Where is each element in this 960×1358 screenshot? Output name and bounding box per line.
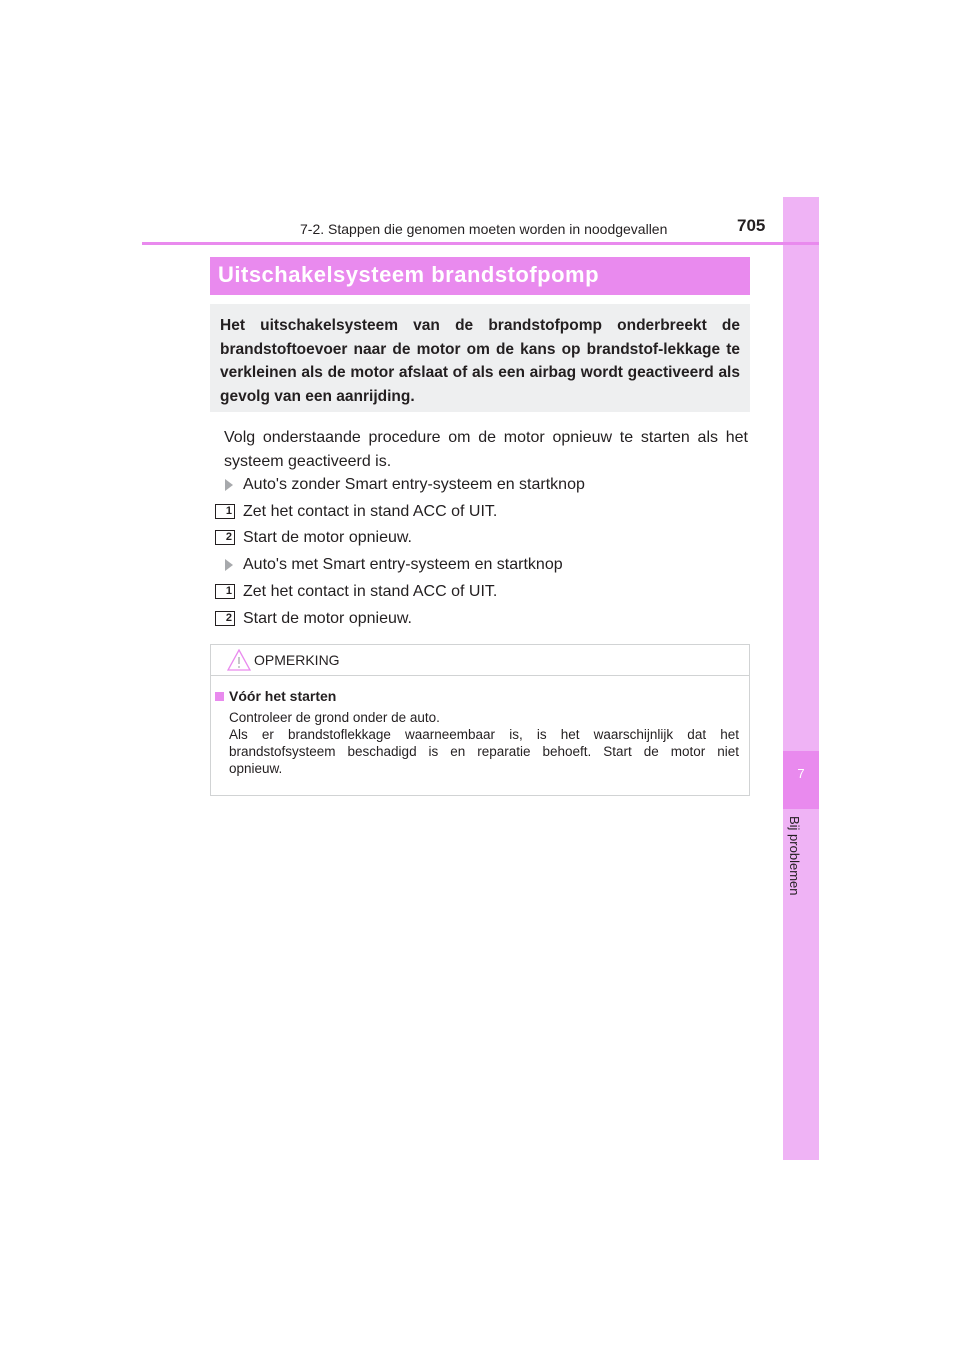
chapter-label: Bij problemen bbox=[787, 816, 802, 896]
variant-label: Auto's met Smart entry-systeem en startknop bbox=[243, 556, 563, 573]
variant-label: Auto's zonder Smart entry-systeem en startknop bbox=[243, 476, 585, 493]
step-text: Zet het contact in stand ACC of UIT. bbox=[243, 503, 498, 520]
notice-subheading bbox=[215, 688, 336, 704]
intro-box: Het uitschakelsysteem van de brandstofpomp onderbreekt de brandstoftoevoer naar de motor om de kans op brandstof-lekkage te verkleinen als de motor afslaat of als een airbag wordt geactiveerd als gevolg van een aanrijding. bbox=[210, 304, 750, 412]
step-number-badge: 1 bbox=[215, 584, 235, 599]
notice-line: opnieuw. bbox=[229, 761, 283, 776]
page-number: 705 bbox=[737, 216, 766, 235]
step-number-badge: 2 bbox=[215, 530, 235, 545]
notice-line: Als er brandstoflekkage waarneembaar is, is het waarschijnlijk dat het bbox=[229, 727, 739, 742]
notice-title: OPMERKING bbox=[254, 652, 340, 668]
step-number-badge: 1 bbox=[215, 504, 235, 519]
square-bullet-icon bbox=[215, 692, 224, 701]
notice-line: brandstofsysteem beschadigd is en reparatie behoeft. Start de motor niet bbox=[229, 744, 739, 759]
warning-triangle-icon bbox=[227, 649, 251, 671]
chapter-side-tab bbox=[783, 197, 819, 1160]
notice-header bbox=[211, 645, 749, 676]
chapter-number: 7 bbox=[797, 766, 805, 781]
notice-line: Controleer de grond onder de auto. bbox=[229, 710, 440, 725]
notice-subheading-text: Vóór het starten bbox=[229, 688, 337, 704]
step-text: Start de motor opnieuw. bbox=[243, 529, 412, 546]
triangle-bullet-icon bbox=[225, 559, 233, 571]
section-heading: Uitschakelsysteem brandstofpomp bbox=[210, 257, 750, 295]
running-header: 7-2. Stappen die genomen moeten worden in noodgevallen bbox=[300, 221, 668, 237]
variant-heading bbox=[225, 556, 563, 574]
notice-body bbox=[229, 709, 739, 777]
header-rule bbox=[142, 242, 819, 245]
step-text: Zet het contact in stand ACC of UIT. bbox=[243, 583, 498, 600]
variant-heading bbox=[225, 476, 585, 494]
notice-box bbox=[210, 644, 750, 796]
step-number-badge: 2 bbox=[215, 611, 235, 626]
procedure-intro: Volg onderstaande procedure om de motor opnieuw te starten als het systeem geactiveerd is. bbox=[224, 429, 748, 470]
triangle-bullet-icon bbox=[225, 479, 233, 491]
step-text: Start de motor opnieuw. bbox=[243, 610, 412, 627]
